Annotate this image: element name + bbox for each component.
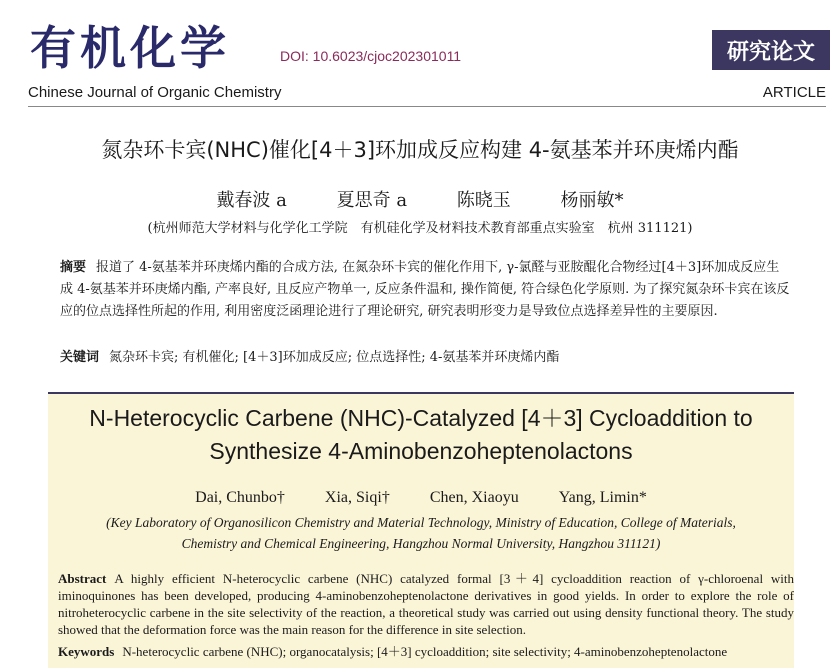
keywords-text-en: N-heterocyclic carbene (NHC); organocatalysis; [4＋3] cycloaddition; site selectivity; 4-aminobenzoheptenolactone xyxy=(122,644,728,659)
abstract-text-cn: 报道了 4-氨基苯并环庚烯内酯的合成方法, 在氮杂环卡宾的催化作用下, γ-氯醛与亚胺醌化合物经过[4＋3]环加成反应生成 4-氨基苯并环庚烯内酯, 产率良好, 且反应产物单一, 反应条件温和, 操作简便, 符合绿色化学原则. 为了探究氮杂环卡宾在该反应的位点选择性所起的作用, 利用密度泛函理论进行了理论研究, 研究表明形变力是导致位点选择差异性的主要原因. xyxy=(60,260,790,319)
author-cn: 陈晓玉 xyxy=(456,190,511,211)
author-cn: 戴春波 a xyxy=(216,190,287,211)
journal-title: 有机化学 xyxy=(30,21,230,75)
author-en: Xia, Siqi† xyxy=(324,489,390,506)
chinese-abstract xyxy=(60,257,792,323)
chinese-title: 氮杂环卡宾(NHC)催化[4＋3]环加成反应构建 4-氨基苯并环庚烯内酯 xyxy=(101,138,739,162)
english-keywords xyxy=(58,641,794,660)
author-cn: 夏思奇 a xyxy=(336,190,408,211)
affiliation-line: (Key Laboratory of Organosilicon Chemistry and Material Technology, Ministry of Education, College of Materials, xyxy=(106,515,736,530)
affiliation-line: Chemistry and Chemical Engineering, Hangzhou Normal University, Hangzhou 311121) xyxy=(181,536,661,551)
header-divider xyxy=(28,106,826,107)
keywords-label-cn: 关键词 xyxy=(60,350,100,365)
english-title-line: N-Heterocyclic Carbene (NHC)-Catalyzed [4＋3] Cycloaddition to xyxy=(89,405,753,431)
author-cn: 杨丽敏* xyxy=(560,190,624,211)
journal-english-name: Chinese Journal of Organic Chemistry xyxy=(28,84,282,101)
abstract-text-en: A highly efficient N-heterocyclic carbene (NHC) catalyzed formal [3＋4] cycloaddition reaction of γ-chloroenal with iminoquinones has been developed, producing 4-aminobenzoheptenolactone derivatives in good yields. In order to explore the role of nitroheterocyclic carbene in the site selectivity of the reaction, a theoretical study was carried out using density functional theory. The study showed that the deformation force was the main reason for the difference in site selection. xyxy=(58,571,794,637)
english-title xyxy=(48,402,794,468)
chinese-affiliation: (杭州师范大学材料与化学化工学院 有机硅化学及材料技术教育部重点实验室 杭州 311121) xyxy=(147,221,693,236)
doi-link[interactable]: DOI: 10.6023/cjoc202301011 xyxy=(280,48,462,64)
chinese-authors xyxy=(0,186,840,212)
author-en: Chen, Xiaoyu xyxy=(429,489,519,506)
author-en: Dai, Chunbo† xyxy=(195,489,285,506)
article-type-label: ARTICLE xyxy=(762,84,826,101)
keywords-text-cn: 氮杂环卡宾; 有机催化; [4＋3]环加成反应; 位点选择性; 4-氨基苯并环庚烯内酯 xyxy=(109,350,560,365)
english-affiliation xyxy=(48,512,794,554)
english-title-line: Synthesize 4-Aminobenzoheptenolactons xyxy=(209,438,633,464)
chinese-keywords xyxy=(60,346,792,365)
abstract-label-en: Abstract xyxy=(58,571,107,586)
keywords-label-en: Keywords xyxy=(58,644,115,659)
abstract-label-cn: 摘要 xyxy=(60,260,87,275)
english-abstract xyxy=(58,570,794,638)
english-authors xyxy=(48,489,794,507)
article-type-badge: 研究论文 xyxy=(712,30,830,70)
author-en: Yang, Limin* xyxy=(558,489,647,506)
